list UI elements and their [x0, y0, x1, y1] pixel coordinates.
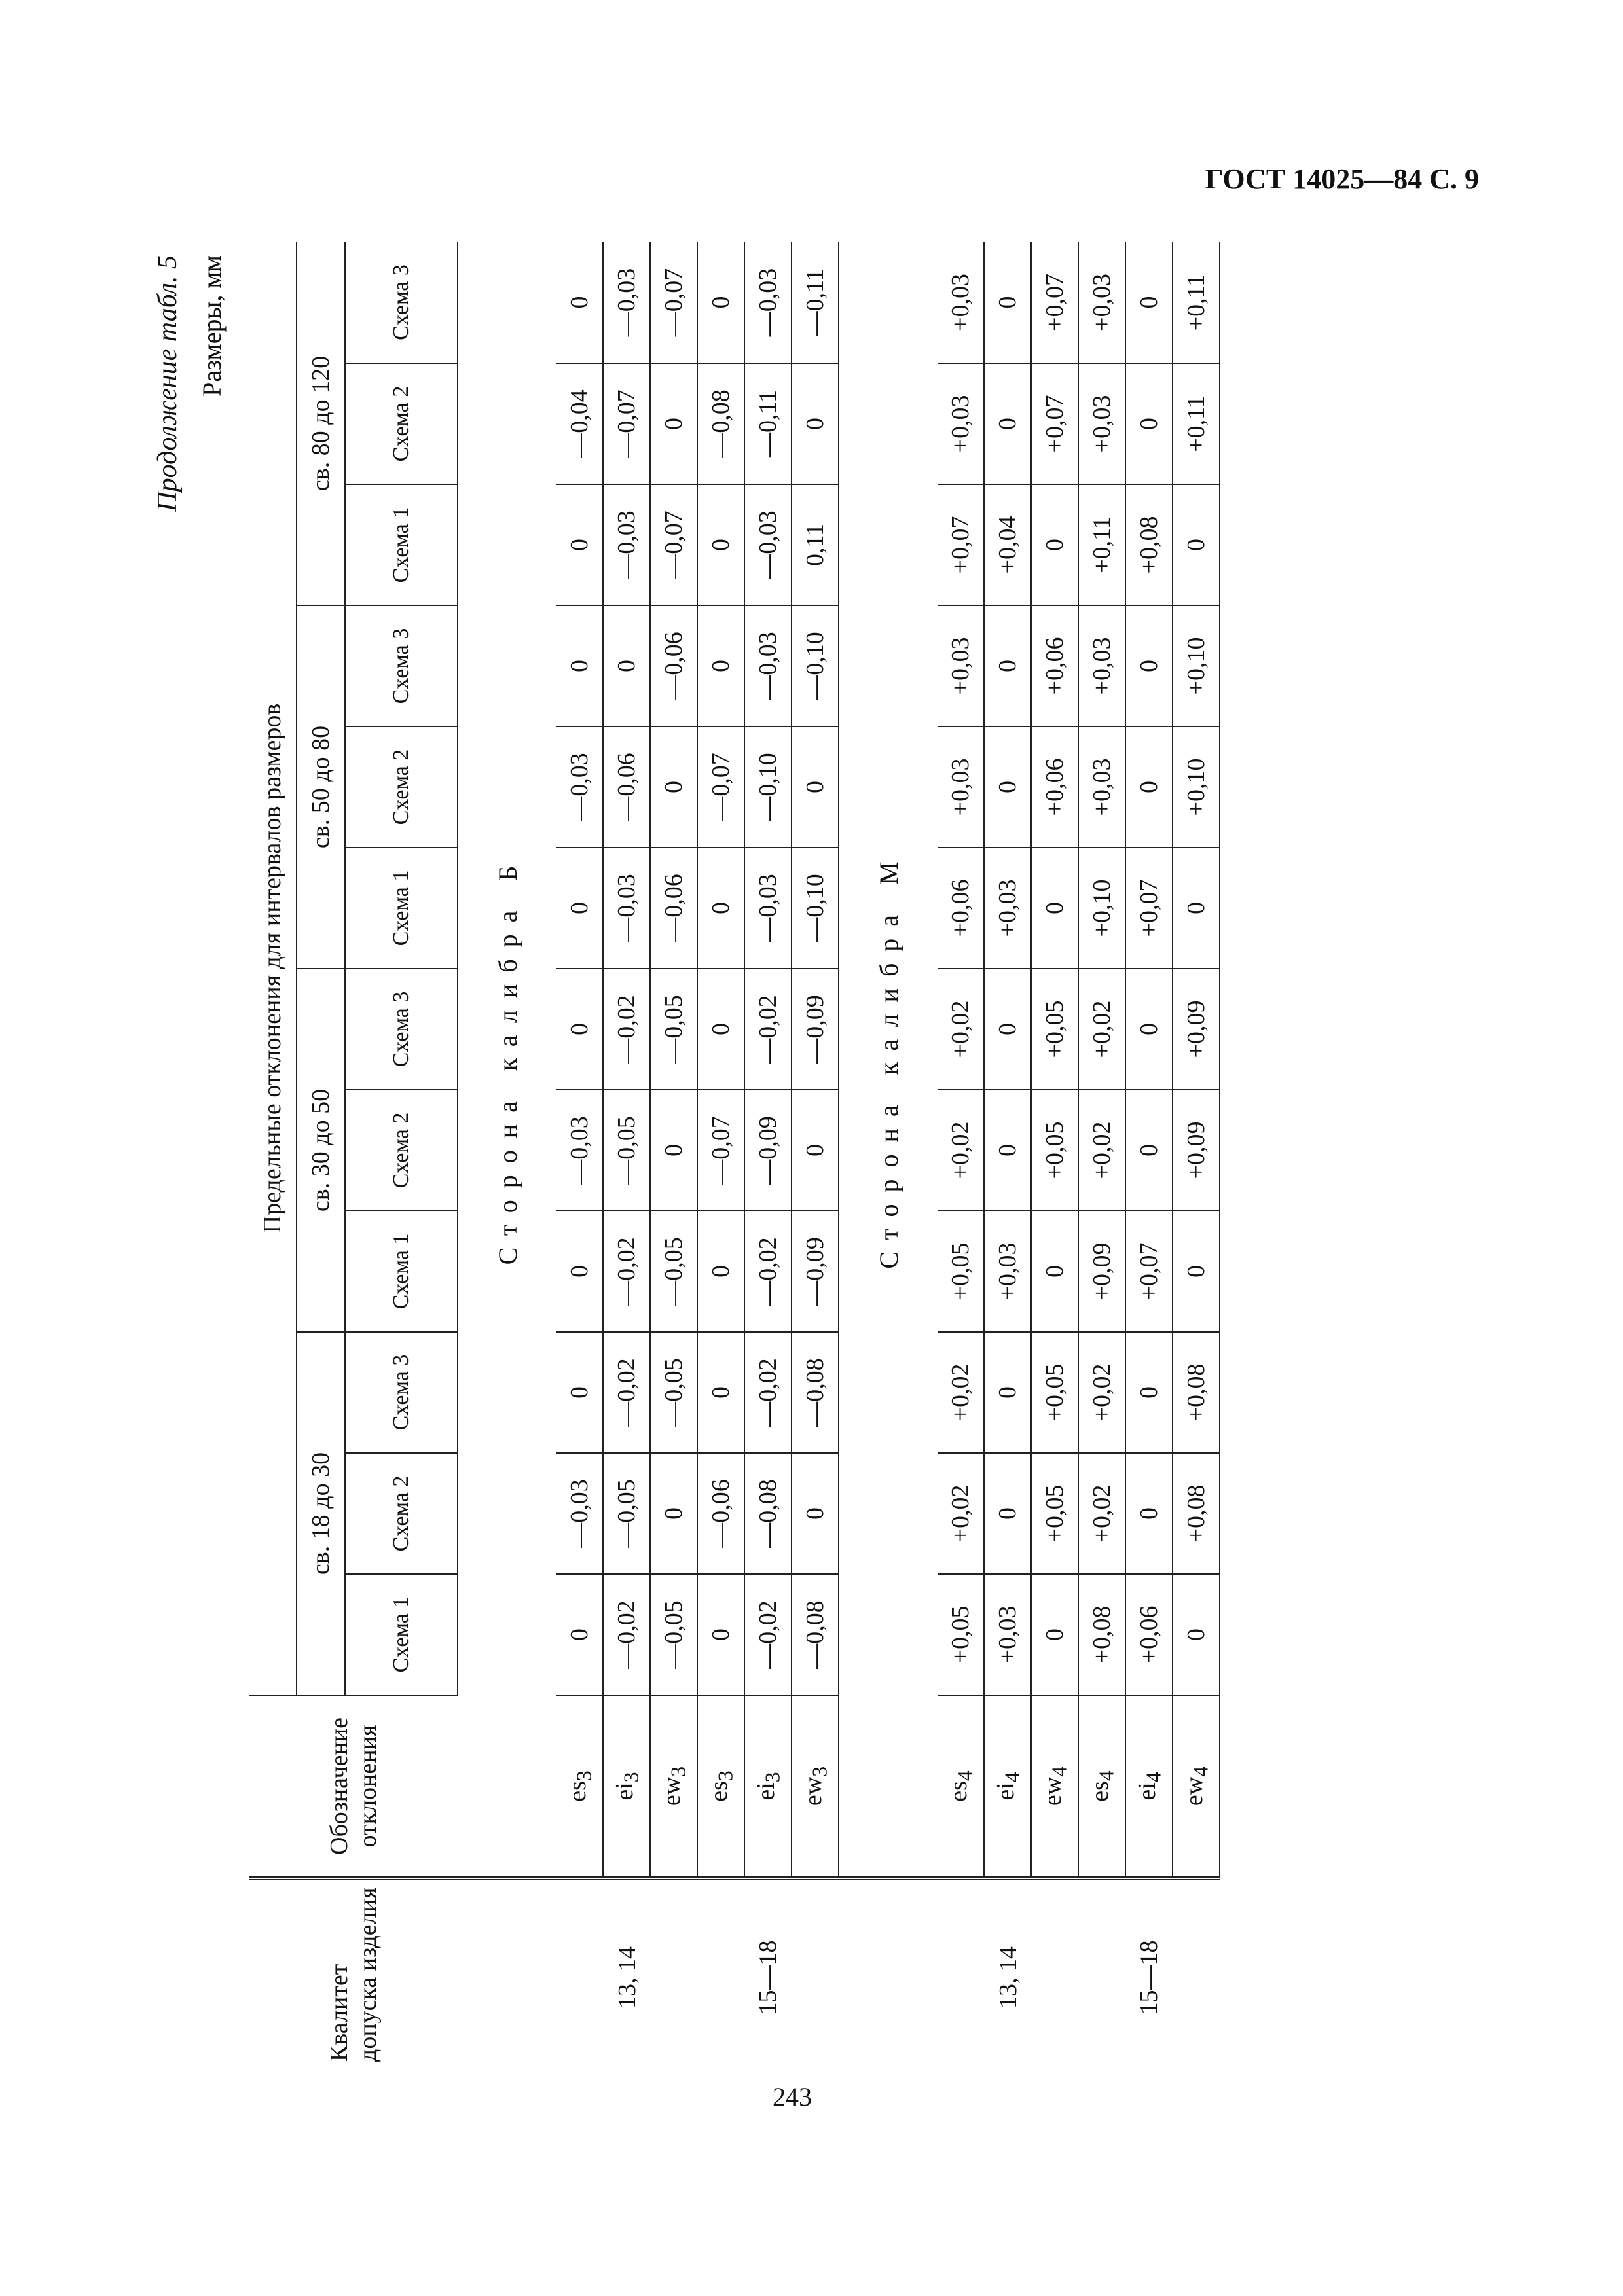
value-cell: 0	[556, 1574, 603, 1695]
value-cell: 0	[1031, 1211, 1078, 1332]
page-header: ГОСТ 14025—84 С. 9	[1205, 163, 1479, 195]
value-cell: 0	[984, 605, 1031, 726]
interval-header: св. 50 до 80	[297, 605, 345, 969]
deviation-symbol: ew	[1038, 1776, 1067, 1806]
value-cell: —0,02	[744, 1211, 792, 1332]
deviation-symbol: ei	[1133, 1782, 1161, 1801]
value-cell: 0	[697, 1211, 744, 1332]
deviation-symbol: ew	[799, 1776, 827, 1806]
value-cell: +0,03	[1078, 605, 1125, 726]
value-cell: +0,02	[938, 1453, 984, 1574]
interval-header: св. 80 до 120	[297, 242, 345, 605]
scheme-header: Схема 1	[345, 1574, 458, 1695]
value-cell: +0,06	[938, 848, 984, 969]
value-cell: 0	[1173, 1211, 1220, 1332]
table-row	[603, 242, 650, 2075]
table-row	[1078, 242, 1125, 2075]
value-cell: —0,11	[792, 242, 839, 363]
value-cell: 0	[556, 969, 603, 1090]
value-cell: 0	[984, 969, 1031, 1090]
value-cell: +0,03	[984, 1574, 1031, 1695]
designation-cell	[1031, 1695, 1078, 1878]
value-cell: —0,10	[744, 726, 792, 848]
grade-cell: 13, 14	[938, 1878, 1078, 2075]
scheme-header: Схема 1	[345, 484, 458, 605]
value-cell: —0,08	[792, 1574, 839, 1695]
deviation-subscript: 3	[666, 1766, 690, 1777]
value-cell: —0,03	[744, 242, 792, 363]
value-cell: 0	[792, 363, 839, 484]
value-cell: +0,05	[1031, 1090, 1078, 1211]
table-row	[1031, 242, 1078, 2075]
rotated-table-area	[153, 242, 1296, 2075]
value-cell: 0	[650, 1090, 697, 1211]
value-cell: —0,07	[697, 1090, 744, 1211]
value-cell: 0	[984, 363, 1031, 484]
deviation-symbol: es	[1085, 1781, 1114, 1802]
deviation-subscript: 4	[1142, 1772, 1165, 1783]
value-cell: +0,05	[938, 1211, 984, 1332]
deviation-subscript: 3	[572, 1770, 596, 1782]
designation-cell	[650, 1695, 697, 1878]
value-cell: 0	[697, 242, 744, 363]
value-cell: —0,07	[650, 242, 697, 363]
value-cell: +0,03	[1078, 363, 1125, 484]
value-cell: +0,07	[1031, 242, 1078, 363]
deviation-subscript: 4	[1048, 1766, 1071, 1777]
table-row	[938, 242, 984, 2075]
value-cell: —0,02	[603, 1574, 650, 1695]
value-cell: +0,02	[938, 1332, 984, 1453]
designation-cell	[1125, 1695, 1173, 1878]
value-cell: —0,08	[744, 1453, 792, 1574]
value-cell: —0,02	[603, 1211, 650, 1332]
page-number: 243	[773, 2082, 812, 2111]
deviation-symbol: es	[563, 1781, 591, 1802]
value-cell: 0	[984, 1453, 1031, 1574]
value-cell: +0,03	[938, 242, 984, 363]
value-cell: +0,05	[1031, 1453, 1078, 1574]
value-cell: 0	[697, 848, 744, 969]
value-cell: 0	[650, 1453, 697, 1574]
value-cell: —0,05	[650, 1332, 697, 1453]
value-cell: —0,05	[650, 1211, 697, 1332]
value-cell: 0	[984, 1332, 1031, 1453]
deviation-symbol: ew	[1180, 1776, 1208, 1806]
value-cell: +0,02	[1078, 969, 1125, 1090]
value-cell: 0	[603, 605, 650, 726]
grade-cell: 15—18	[1078, 1878, 1220, 2075]
deviation-subscript: 3	[714, 1770, 737, 1782]
value-cell: —0,06	[697, 1453, 744, 1574]
value-cell: 0	[1031, 848, 1078, 969]
value-cell: 0	[556, 1332, 603, 1453]
scheme-header: Схема 3	[345, 242, 458, 363]
value-cell: —0,05	[650, 1574, 697, 1695]
designation-cell	[1173, 1695, 1220, 1878]
value-cell: +0,10	[1078, 848, 1125, 969]
table-row	[744, 242, 792, 2075]
value-cell: +0,03	[1078, 242, 1125, 363]
table-row	[556, 242, 603, 2075]
value-cell: 0	[1125, 726, 1173, 848]
deviation-subscript: 4	[1189, 1766, 1213, 1777]
value-cell: —0,05	[650, 969, 697, 1090]
value-cell: 0	[984, 242, 1031, 363]
value-cell: +0,11	[1173, 242, 1220, 363]
deviations-table	[249, 242, 1220, 2075]
value-cell: +0,09	[1173, 1090, 1220, 1211]
deviation-subscript: 3	[619, 1772, 643, 1783]
value-cell: +0,03	[938, 726, 984, 848]
value-cell: 0	[650, 363, 697, 484]
value-cell: 0	[556, 242, 603, 363]
value-cell: —0,03	[603, 242, 650, 363]
table-row	[792, 242, 839, 2075]
value-cell: 0	[697, 969, 744, 1090]
value-cell: +0,05	[1031, 1332, 1078, 1453]
value-cell: +0,03	[938, 363, 984, 484]
value-cell: +0,11	[1173, 363, 1220, 484]
value-cell: +0,06	[1125, 1574, 1173, 1695]
value-cell: 0	[697, 1574, 744, 1695]
value-cell: +0,09	[1078, 1211, 1125, 1332]
value-cell: +0,02	[1078, 1332, 1125, 1453]
value-cell: 0	[1031, 1574, 1078, 1695]
deviation-symbol: ei	[752, 1782, 780, 1801]
value-cell: —0,07	[697, 726, 744, 848]
scheme-header: Схема 1	[345, 1211, 458, 1332]
value-cell: —0,07	[650, 484, 697, 605]
deviation-symbol: es	[944, 1781, 972, 1802]
table-row	[697, 242, 744, 2075]
interval-header: св. 30 до 50	[297, 969, 345, 1332]
deviation-symbol: ei	[610, 1782, 638, 1801]
table-caption: Продолжение табл. 5	[153, 255, 183, 512]
value-cell: +0,02	[938, 969, 984, 1090]
deviation-subscript: 3	[761, 1772, 784, 1783]
value-cell: +0,03	[1078, 726, 1125, 848]
value-cell: —0,09	[792, 1211, 839, 1332]
value-cell: +0,09	[1173, 969, 1220, 1090]
section-grade-cell	[839, 1878, 938, 2075]
value-cell: 0	[1125, 1332, 1173, 1453]
scheme-header: Схема 3	[345, 605, 458, 726]
value-cell: +0,10	[1173, 605, 1220, 726]
units-label: Размеры, мм	[197, 255, 227, 397]
value-cell: +0,08	[1173, 1453, 1220, 1574]
value-cell: +0,10	[1173, 726, 1220, 848]
table-row	[650, 242, 697, 2075]
value-cell: 0	[1173, 848, 1220, 969]
value-cell: —0,03	[744, 848, 792, 969]
scheme-header: Схема 2	[345, 1090, 458, 1211]
value-cell: 0	[556, 848, 603, 969]
value-cell: —0,02	[744, 1574, 792, 1695]
designation-cell	[792, 1695, 839, 1878]
designation-cell	[744, 1695, 792, 1878]
designation-cell	[603, 1695, 650, 1878]
value-cell: 0,11	[792, 484, 839, 605]
value-cell: +0,06	[1031, 726, 1078, 848]
scheme-header: Схема 3	[345, 1332, 458, 1453]
value-cell: —0,07	[603, 363, 650, 484]
value-cell: 0	[1125, 1090, 1173, 1211]
value-cell: +0,02	[938, 1090, 984, 1211]
designation-cell	[984, 1695, 1031, 1878]
value-cell: —0,06	[650, 605, 697, 726]
value-cell: —0,02	[744, 969, 792, 1090]
deviation-subscript: 4	[953, 1770, 977, 1782]
value-cell: +0,05	[1031, 969, 1078, 1090]
value-cell: —0,09	[792, 969, 839, 1090]
deviation-subscript: 4	[1000, 1772, 1024, 1783]
value-cell: +0,08	[1173, 1332, 1220, 1453]
value-cell: +0,04	[984, 484, 1031, 605]
value-cell: —0,03	[556, 1090, 603, 1211]
interval-header: св. 18 до 30	[297, 1332, 345, 1695]
value-cell: 0	[792, 1453, 839, 1574]
value-cell: +0,02	[1078, 1453, 1125, 1574]
value-cell: 0	[984, 726, 1031, 848]
value-cell: +0,07	[1125, 848, 1173, 969]
value-cell: 0	[1125, 969, 1173, 1090]
deviation-symbol: ei	[991, 1782, 1019, 1801]
value-cell: 0	[792, 1090, 839, 1211]
designation-cell	[1078, 1695, 1125, 1878]
value-cell: —0,10	[792, 848, 839, 969]
value-cell: +0,02	[1078, 1090, 1125, 1211]
value-cell: —0,02	[603, 969, 650, 1090]
deviation-symbol: es	[704, 1781, 733, 1802]
value-cell: 0	[697, 605, 744, 726]
value-cell: 0	[1125, 1453, 1173, 1574]
value-cell: 0	[697, 1332, 744, 1453]
table-row	[1173, 242, 1220, 2075]
value-cell: +0,07	[1125, 1211, 1173, 1332]
value-cell: 0	[556, 484, 603, 605]
table-row	[984, 242, 1031, 2075]
value-cell: +0,06	[1031, 605, 1078, 726]
deviation-symbol: ew	[657, 1776, 685, 1806]
value-cell: 0	[1125, 605, 1173, 726]
scheme-header: Схема 2	[345, 363, 458, 484]
value-cell: —0,03	[556, 1453, 603, 1574]
value-cell: 0	[1173, 1574, 1220, 1695]
table-row	[1125, 242, 1173, 2075]
scheme-header: Схема 1	[345, 848, 458, 969]
value-cell: —0,10	[792, 605, 839, 726]
value-cell: —0,03	[603, 484, 650, 605]
value-cell: —0,03	[744, 605, 792, 726]
value-cell: 0	[1125, 242, 1173, 363]
value-cell: +0,08	[1078, 1574, 1125, 1695]
value-cell: +0,03	[984, 1211, 1031, 1332]
value-cell: 0	[556, 1211, 603, 1332]
value-cell: 0	[1173, 484, 1220, 605]
value-cell: —0,08	[697, 363, 744, 484]
deviation-subscript: 3	[808, 1766, 831, 1777]
scheme-header: Схема 3	[345, 969, 458, 1090]
designation-header: Обозначение отклонения	[249, 1695, 458, 1878]
designation-cell	[938, 1695, 984, 1878]
section-title: Сторона калибра М	[873, 850, 903, 1269]
designation-cell	[697, 1695, 744, 1878]
value-cell: —0,02	[744, 1332, 792, 1453]
value-cell: —0,03	[744, 484, 792, 605]
value-cell: —0,05	[603, 1090, 650, 1211]
grade-header: Квалитет допуска изделия	[249, 1878, 458, 2075]
value-cell: +0,07	[1031, 363, 1078, 484]
value-cell: —0,06	[603, 726, 650, 848]
section-title: Сторона калибра Б	[492, 853, 522, 1265]
scheme-header: Схема 2	[345, 1453, 458, 1574]
group-header: Предельные отклонения для интервалов размеров	[249, 242, 297, 1695]
deviation-subscript: 4	[1095, 1770, 1118, 1782]
value-cell: 0	[792, 726, 839, 848]
value-cell: —0,03	[556, 726, 603, 848]
value-cell: +0,07	[938, 484, 984, 605]
value-cell: 0	[697, 484, 744, 605]
value-cell: —0,11	[744, 363, 792, 484]
value-cell: —0,03	[603, 848, 650, 969]
value-cell: —0,05	[603, 1453, 650, 1574]
value-cell: 0	[556, 605, 603, 726]
grade-cell: 15—18	[697, 1878, 839, 2075]
value-cell: +0,08	[1125, 484, 1173, 605]
value-cell: +0,03	[984, 848, 1031, 969]
value-cell: +0,05	[938, 1574, 984, 1695]
value-cell: +0,03	[938, 605, 984, 726]
grade-cell: 13, 14	[556, 1878, 697, 2075]
value-cell: 0	[984, 1090, 1031, 1211]
value-cell: —0,09	[744, 1090, 792, 1211]
scheme-header: Схема 2	[345, 726, 458, 848]
value-cell: —0,04	[556, 363, 603, 484]
value-cell: —0,02	[603, 1332, 650, 1453]
designation-cell	[556, 1695, 603, 1878]
value-cell: 0	[1031, 484, 1078, 605]
value-cell: +0,11	[1078, 484, 1125, 605]
value-cell: —0,08	[792, 1332, 839, 1453]
value-cell: 0	[1125, 363, 1173, 484]
value-cell: —0,06	[650, 848, 697, 969]
value-cell: 0	[650, 726, 697, 848]
section-grade-cell	[458, 1878, 556, 2075]
